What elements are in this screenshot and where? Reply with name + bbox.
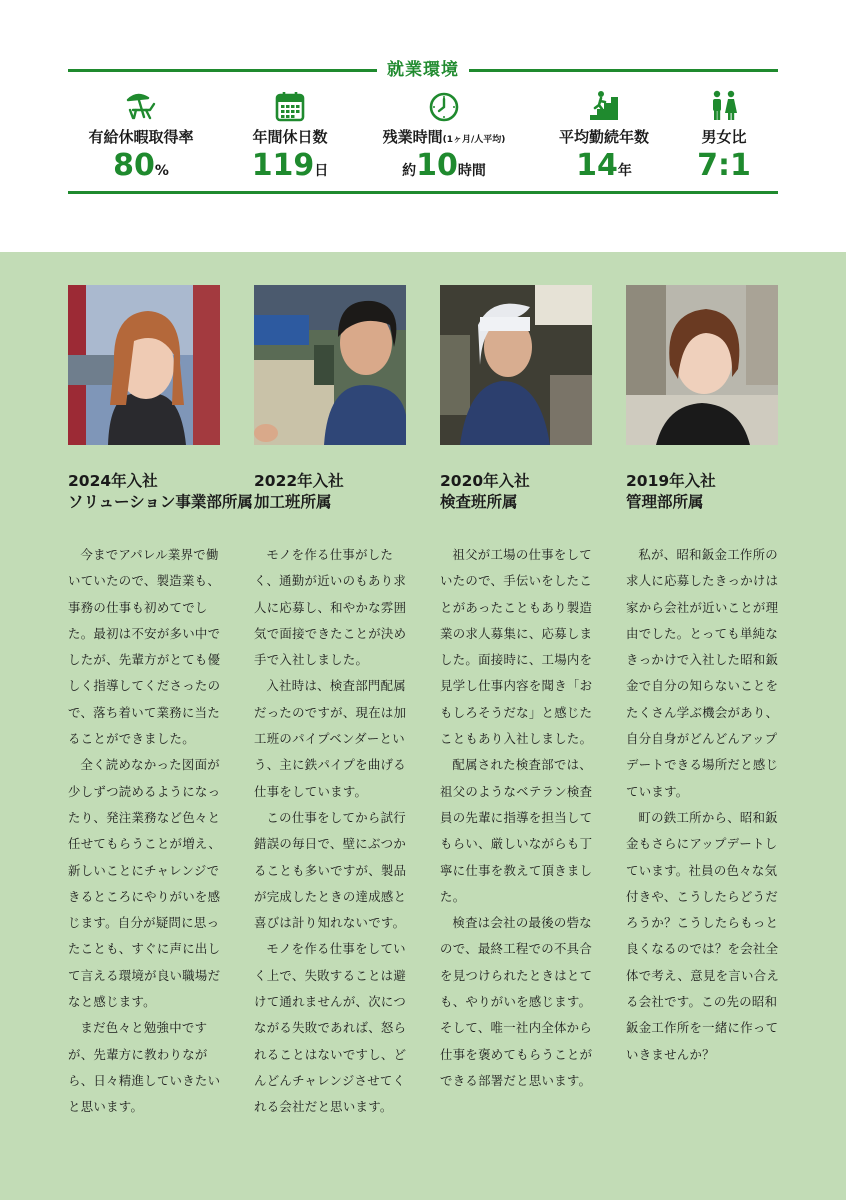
employee-photo [440,285,592,445]
stat-value: 119 [251,148,315,183]
stat-paid-leave [66,88,216,188]
department: 管理部所属 [626,493,704,511]
testimonial-paragraph: 配属された検査部では、祖父のようなベテラン検査員の先輩に指導を担当してもらい、厳しいながらも丁寧に仕事を教えて頂きました。 [440,757,593,904]
join-year: 2020年入社 [440,472,530,490]
testimonial [440,542,594,1094]
stat-prefix: 約 [402,163,417,179]
testimonial [68,542,222,1121]
employee-photo [626,285,778,445]
department: 検査班所属 [440,493,518,511]
stat-value: 14 [576,148,618,183]
stat-label: 残業時間 [382,128,443,146]
department: 加工班所属 [254,493,332,511]
testimonial-paragraph: 町の鉄工所から、昭和鈑金もさらにアップデートしています。社員の色々な気付きや、こうしたらどうだろうか？こうしたらもっと良くなるのでは？を会社全体で考え、意見を言い合える会社です。この先の昭和鈑金工作所を一緒に作っていきませんか？ [626,809,780,1062]
work-environment-stats [68,58,778,196]
stat-unit: 時間 [457,163,486,179]
employee-card [626,285,782,1068]
department: ソリューション事業部所属 [68,493,253,511]
testimonial [626,542,780,1068]
join-year: 2024年入社 [68,472,158,490]
employee-card [440,285,596,1094]
testimonial-paragraph: 入社時は、検査部門配属だったのですが、現在は加工班のパイプベンダーという、主に鉄パイプを曲げる仕事をしています。 [254,678,407,799]
stat-label: 年間休日数 [252,128,328,146]
stats-title: 就業環境 [377,58,469,82]
clock-icon [359,88,529,122]
stat-note: (1ヶ月/人平均) [442,135,506,145]
testimonial-paragraph: 今までアパレル業界で働いていたので、製造業も、事務の仕事も初めてでした。最初は不安が多い中でしたが、先輩方がとても優しく指導してくださったので、落ち着いて業務に当たることができました。 [68,547,221,747]
beach-chair-icon [66,88,216,122]
stat-value: 80 [113,148,155,183]
employee-photo [254,285,406,445]
employee-card [68,285,253,1121]
testimonial [254,542,408,1121]
testimonial-paragraph: 祖父が工場の仕事をしていたので、手伝いをしたことがあったこともあり製造業の求人募集に、応募しました。面接時に、工場内を見学し仕事内容を聞き「おもしろそうだな」と感じたこともあり入社しました。 [440,547,593,747]
employee-voices [0,252,846,1200]
stat-unit: % [154,163,169,179]
calendar-icon [215,88,365,122]
testimonial-paragraph: まだ色々と勉強中ですが、先輩方に教わりながら、日々精進していきたいと思います。 [68,1020,221,1115]
testimonial-paragraph: モノを作る仕事がしたく、通勤が近いのもあり求人に応募し、和やかな雰囲気で面接できたことが決め手で入社しました。 [254,547,407,668]
stat-unit: 年 [617,163,632,179]
stat-label: 有給休暇取得率 [88,128,194,146]
stat-overtime [359,88,529,188]
stat-label: 男女比 [701,128,747,146]
testimonial-paragraph: 全く読めなかった図面が少しずつ読めるようになったり、発注業務など色々と任せてもらうことが増え、新しいことにチャレンジできるところにやりがいを感じます。自分が疑問に思ったことも、すぐに声に出して言える環境が良い職場だなと感じます。 [68,757,222,1010]
testimonial-paragraph: 私が、昭和鈑金工作所の求人に応募したきっかけは家から会社が近いことが理由でした。とっても単純なきっかけで入社した昭和鈑金で自分の知らないことをたくさん学ぶ機会があり、自分自身がどんどんアップデートできる場所だと感じています。 [626,547,779,799]
stat-annual-holidays [215,88,365,188]
bottom-rule [68,191,778,194]
testimonial-paragraph: この仕事をしてから試行錯誤の毎日で、壁にぶつかることも多いですが、製品が完成したときの達成感と喜びは計り知れないです。 [254,809,407,931]
join-year: 2022年入社 [254,472,344,490]
employee-card [254,285,410,1121]
testimonial-paragraph: 検査は会社の最後の砦なので、最終工程での不具合を見つけられたときはとても、やりがいを感じます。そして、唯一社内全体から仕事を褒めてもらうことができる部署だと思います。 [440,915,593,1088]
stat-value: 10 [416,148,458,183]
employee-photo [68,285,220,445]
stat-unit: 日 [314,163,329,179]
stat-label: 平均勤続年数 [558,128,649,146]
stat-gender-ratio [646,88,802,183]
stat-value: 7:1 [697,148,751,183]
testimonial-paragraph: モノを作る仕事をしていく上で、失敗することは避けて通れませんが、次につながる失敗であれば、怒られることはないですし、どんどんチャレンジさせてくれる会社だと思います。 [254,941,407,1115]
man-woman-icon [646,88,802,122]
join-year: 2019年入社 [626,472,716,490]
